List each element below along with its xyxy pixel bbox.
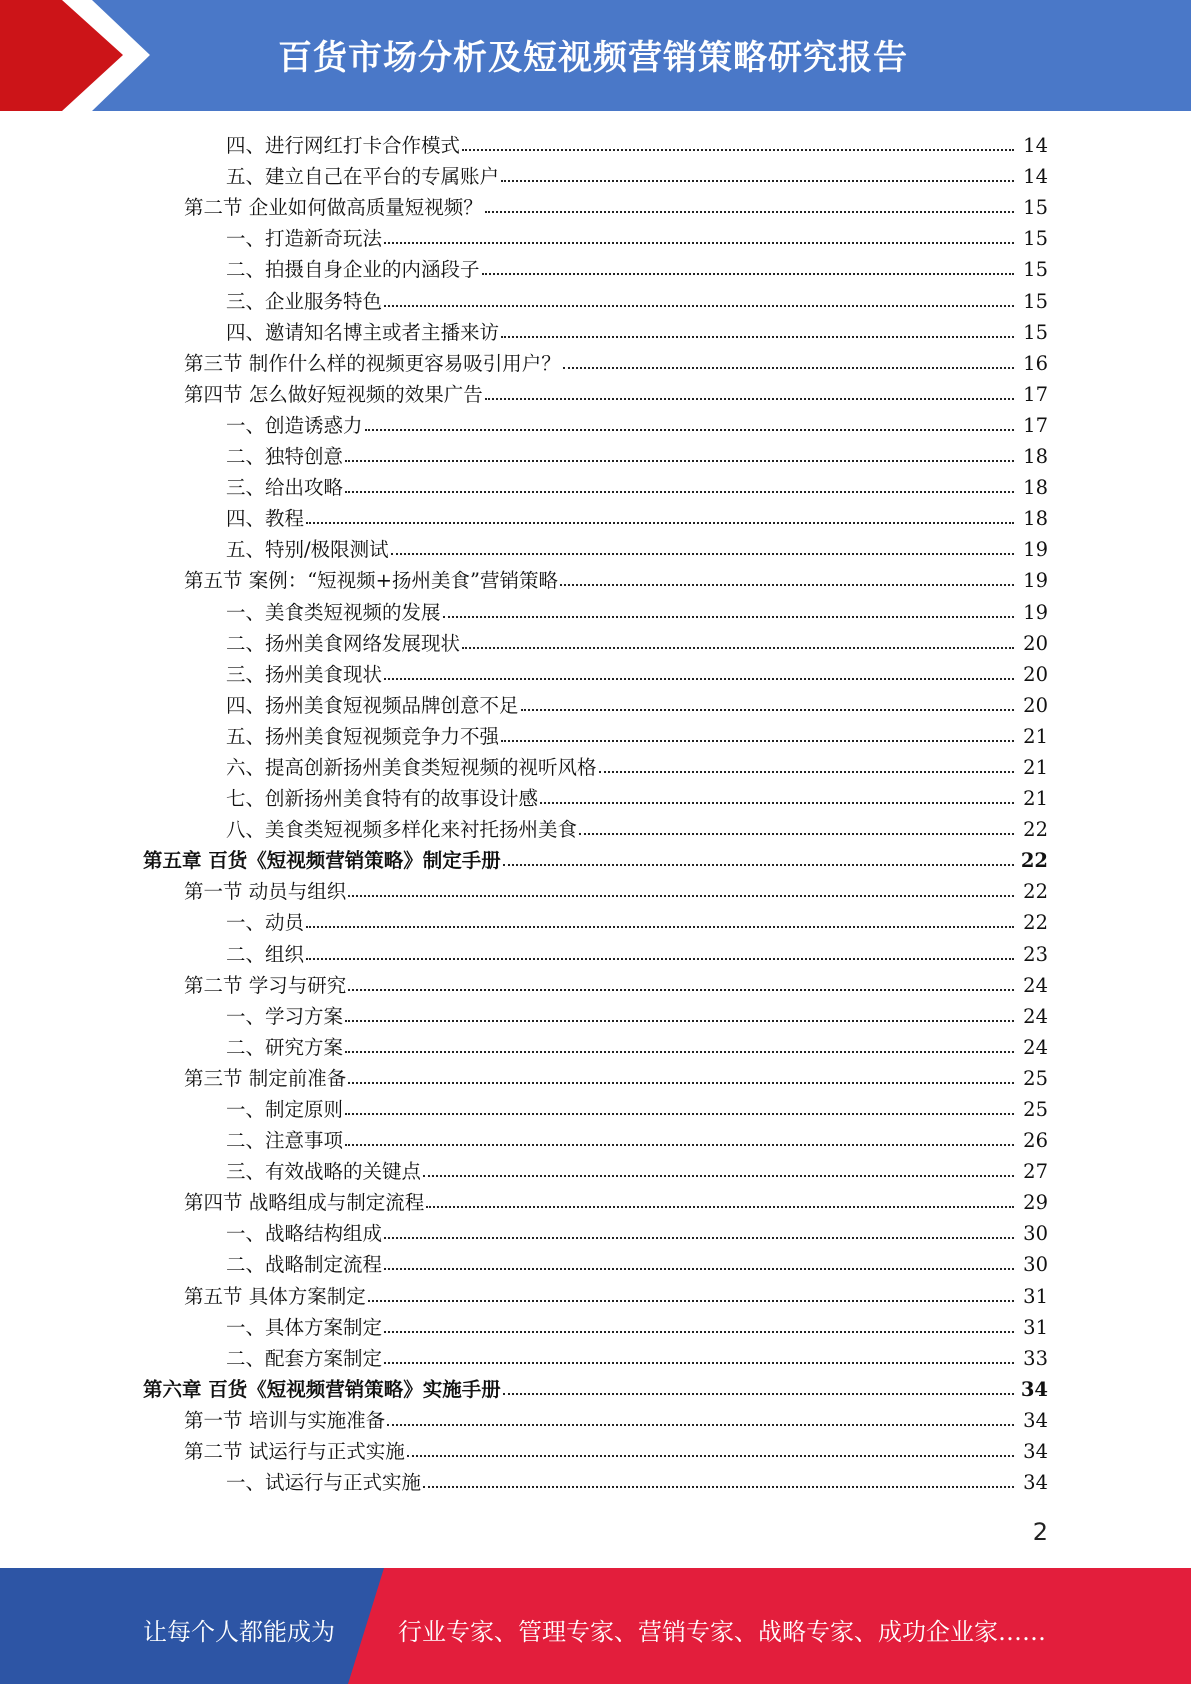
toc-dot-leader (563, 367, 1014, 369)
toc-section-entry[interactable] (0, 1401, 1191, 1432)
toc-entry-page: 27 (1023, 1160, 1048, 1184)
toc-chapter-entry[interactable] (0, 1370, 1191, 1401)
toc-entry-label: 一、试运行与正式实施 (226, 1471, 422, 1495)
toc-entry-page: 21 (1023, 787, 1048, 811)
toc-entry-page: 31 (1023, 1315, 1048, 1339)
toc-section-entry[interactable] (0, 561, 1191, 592)
toc-entry-page: 30 (1023, 1253, 1048, 1277)
toc-entry-label: 第四节 怎么做好短视频的效果广告 (184, 382, 483, 406)
toc-dot-leader (384, 1331, 1014, 1333)
toc-entry-page: 19 (1023, 538, 1048, 562)
toc-entry-label: 第五章 百货《短视频营销策略》制定手册 (143, 849, 501, 873)
toc-entry-page: 22 (1020, 849, 1048, 873)
toc-chapter-entry[interactable] (0, 841, 1191, 872)
toc-entry-label: 四、进行网红打卡合作模式 (226, 134, 461, 158)
toc-entry-label: 一、打造新奇玩法 (226, 227, 383, 251)
toc-entry-label: 二、研究方案 (226, 1035, 344, 1059)
toc-subsection-entry[interactable] (0, 1245, 1191, 1276)
toc-entry-page: 19 (1023, 569, 1048, 593)
toc-dot-leader (345, 1113, 1014, 1115)
toc-entry-page: 20 (1023, 631, 1048, 655)
toc-section-entry[interactable] (0, 375, 1191, 406)
toc-entry-page: 19 (1023, 600, 1048, 624)
toc-subsection-entry[interactable] (0, 499, 1191, 530)
toc-dot-leader (345, 1051, 1014, 1053)
toc-section-entry[interactable] (0, 188, 1191, 219)
toc-dot-leader (384, 305, 1014, 307)
page-header (0, 0, 1191, 111)
toc-subsection-entry[interactable] (0, 624, 1191, 655)
toc-subsection-entry[interactable] (0, 1090, 1191, 1121)
toc-entry-page: 34 (1023, 1471, 1048, 1495)
toc-section-entry[interactable] (0, 1432, 1191, 1463)
page-number: 2 (1032, 1518, 1048, 1546)
toc-entry-page: 24 (1023, 973, 1048, 997)
toc-subsection-entry[interactable] (0, 1028, 1191, 1059)
toc-entry-label: 第五节 具体方案制定 (184, 1284, 366, 1308)
toc-entry-page: 29 (1023, 1191, 1048, 1215)
toc-subsection-entry[interactable] (0, 1339, 1191, 1370)
toc-entry-page: 20 (1023, 693, 1048, 717)
toc-entry-label: 二、注意事项 (226, 1129, 344, 1153)
toc-subsection-entry[interactable] (0, 748, 1191, 779)
toc-entry-label: 三、给出攻略 (226, 476, 344, 500)
toc-dot-leader (384, 1362, 1014, 1364)
toc-dot-leader (423, 1486, 1014, 1488)
toc-entry-label: 一、具体方案制定 (226, 1315, 383, 1339)
toc-entry-label: 三、有效战略的关键点 (226, 1160, 422, 1184)
toc-entry-page: 14 (1023, 165, 1048, 189)
toc-dot-leader (462, 647, 1014, 649)
toc-entry-label: 四、扬州美食短视频品牌创意不足 (226, 693, 519, 717)
toc-subsection-entry[interactable] (0, 1214, 1191, 1245)
toc-dot-leader (423, 1175, 1014, 1177)
toc-entry-label: 四、邀请知名博主或者主播来访 (226, 320, 500, 344)
toc-dot-leader (503, 1393, 1014, 1395)
toc-dot-leader (384, 678, 1014, 680)
toc-subsection-entry[interactable] (0, 157, 1191, 188)
toc-entry-label: 第六章 百货《短视频营销策略》实施手册 (143, 1377, 501, 1401)
toc-entry-page: 16 (1023, 351, 1048, 375)
toc-entry-page: 25 (1023, 1066, 1048, 1090)
toc-subsection-entry[interactable] (0, 1308, 1191, 1339)
toc-entry-label: 第二节 学习与研究 (184, 973, 347, 997)
footer-slogan-left: 让每个人都能成为 (143, 1618, 335, 1646)
toc-subsection-entry[interactable] (0, 281, 1191, 312)
toc-subsection-entry[interactable] (0, 810, 1191, 841)
toc-entry-page: 22 (1023, 818, 1048, 842)
toc-subsection-entry[interactable] (0, 406, 1191, 437)
toc-dot-leader (306, 522, 1014, 524)
toc-subsection-entry[interactable] (0, 126, 1191, 157)
toc-entry-label: 三、企业服务特色 (226, 289, 383, 313)
toc-dot-leader (501, 740, 1014, 742)
toc-entry-label: 三、扬州美食现状 (226, 662, 383, 686)
toc-dot-leader (501, 336, 1014, 338)
toc-subsection-entry[interactable] (0, 313, 1191, 344)
toc-entry-page: 15 (1023, 258, 1048, 282)
toc-entry-page: 21 (1023, 755, 1048, 779)
toc-entry-page: 20 (1023, 662, 1048, 686)
toc-entry-label: 一、动员 (226, 911, 305, 935)
toc-subsection-entry[interactable] (0, 437, 1191, 468)
toc-dot-leader (387, 1424, 1014, 1426)
toc-dot-leader (503, 864, 1014, 866)
report-title: 百货市场分析及短视频营销策略研究报告 (278, 38, 908, 78)
toc-entry-page: 18 (1023, 476, 1048, 500)
toc-section-entry[interactable] (0, 872, 1191, 903)
toc-dot-leader (407, 1455, 1014, 1457)
toc-dot-leader (560, 584, 1014, 586)
toc-entry-label: 五、扬州美食短视频竞争力不强 (226, 724, 500, 748)
toc-dot-leader (579, 833, 1014, 835)
toc-section-entry[interactable] (0, 344, 1191, 375)
toc-subsection-entry[interactable] (0, 655, 1191, 686)
toc-subsection-entry[interactable] (0, 592, 1191, 623)
toc-entry-label: 八、美食类短视频多样化来衬托扬州美食 (226, 818, 578, 842)
toc-dot-leader (384, 242, 1014, 244)
toc-entry-page: 25 (1023, 1098, 1048, 1121)
toc-subsection-entry[interactable] (0, 1152, 1191, 1183)
toc-dot-leader (345, 1144, 1014, 1146)
toc-dot-leader (485, 398, 1014, 400)
toc-dot-leader (345, 460, 1014, 462)
toc-dot-leader (345, 491, 1014, 493)
toc-entry-label: 六、提高创新扬州美食类短视频的视听风格 (226, 755, 597, 779)
page-footer (0, 1568, 1191, 1684)
toc-entry-label: 第二节 试运行与正式实施 (184, 1440, 405, 1464)
toc-dot-leader (348, 989, 1014, 991)
toc-subsection-entry[interactable] (0, 717, 1191, 748)
toc-entry-page: 21 (1023, 724, 1048, 748)
toc-entry-label: 五、建立自己在平台的专属账户 (226, 165, 500, 189)
toc-subsection-entry[interactable] (0, 219, 1191, 250)
toc-dot-leader (368, 1300, 1014, 1302)
toc-dot-leader (306, 958, 1014, 960)
toc-entry-page: 18 (1023, 507, 1048, 531)
toc-entry-page: 17 (1023, 382, 1048, 406)
toc-dot-leader (540, 802, 1014, 804)
toc-dot-leader (365, 429, 1014, 431)
toc-entry-label: 一、美食类短视频的发展 (226, 600, 441, 624)
toc-entry-page: 17 (1023, 413, 1048, 437)
toc-entry-page: 14 (1023, 134, 1048, 158)
toc-entry-page: 34 (1020, 1377, 1048, 1401)
toc-entry-page: 22 (1023, 911, 1048, 935)
toc-subsection-entry[interactable] (0, 530, 1191, 561)
toc-entry-label: 第三节 制定前准备 (184, 1066, 347, 1090)
toc-dot-leader (599, 771, 1014, 773)
toc-entry-page: 33 (1023, 1346, 1048, 1370)
toc-entry-page: 22 (1023, 880, 1048, 904)
toc-entry-label: 七、创新扬州美食特有的故事设计感 (226, 787, 539, 811)
toc-section-entry[interactable] (0, 966, 1191, 997)
table-of-contents (0, 126, 1191, 1494)
toc-dot-leader (345, 1020, 1014, 1022)
toc-entry-label: 二、战略制定流程 (226, 1253, 383, 1277)
toc-entry-label: 二、独特创意 (226, 445, 344, 469)
toc-entry-label: 第四节 战略组成与制定流程 (184, 1191, 425, 1215)
toc-section-entry[interactable] (0, 1276, 1191, 1307)
toc-entry-page: 15 (1023, 320, 1048, 344)
toc-entry-label: 一、学习方案 (226, 1004, 344, 1028)
toc-dot-leader (521, 709, 1014, 711)
toc-entry-page: 30 (1023, 1222, 1048, 1246)
toc-dot-leader (384, 1237, 1014, 1239)
toc-dot-leader (348, 1082, 1014, 1084)
toc-entry-page: 23 (1023, 942, 1048, 966)
toc-dot-leader (462, 149, 1014, 151)
toc-entry-label: 一、创造诱惑力 (226, 413, 363, 437)
toc-entry-page: 15 (1023, 196, 1048, 220)
toc-entry-label: 第一节 培训与实施准备 (184, 1408, 386, 1432)
toc-entry-label: 二、配套方案制定 (226, 1346, 383, 1370)
toc-dot-leader (391, 553, 1014, 555)
toc-entry-label: 一、制定原则 (226, 1098, 344, 1121)
toc-entry-label: 第五节 案例：“短视频+扬州美食”营销策略 (184, 569, 558, 593)
toc-entry-page: 15 (1023, 289, 1048, 313)
toc-subsection-entry[interactable] (0, 997, 1191, 1028)
toc-subsection-entry[interactable] (0, 779, 1191, 810)
toc-entry-label: 二、拍摄自身企业的内涵段子 (226, 258, 480, 282)
toc-dot-leader (485, 211, 1014, 213)
toc-entry-page: 34 (1023, 1408, 1048, 1432)
toc-subsection-entry[interactable] (0, 468, 1191, 499)
toc-entry-label: 第一节 动员与组织 (184, 880, 347, 904)
toc-subsection-entry[interactable] (0, 903, 1191, 934)
toc-subsection-entry[interactable] (0, 934, 1191, 965)
toc-subsection-entry[interactable] (0, 1463, 1191, 1494)
toc-entry-page: 18 (1023, 445, 1048, 469)
toc-entry-label: 第二节 企业如何做高质量短视频？ (184, 196, 483, 220)
footer-slogan-right: 行业专家、管理专家、营销专家、战略专家、成功企业家…… (398, 1618, 1046, 1646)
toc-dot-leader (482, 273, 1014, 275)
toc-entry-page: 15 (1023, 227, 1048, 251)
toc-subsection-entry[interactable] (0, 250, 1191, 281)
toc-section-entry[interactable] (0, 1183, 1191, 1214)
toc-entry-page: 31 (1023, 1284, 1048, 1308)
toc-dot-leader (348, 895, 1014, 897)
toc-section-entry[interactable] (0, 1059, 1191, 1090)
toc-entry-label: 四、教程 (226, 507, 305, 531)
toc-entry-page: 34 (1023, 1440, 1048, 1464)
toc-dot-leader (443, 616, 1014, 618)
toc-entry-label: 二、扬州美食网络发展现状 (226, 631, 461, 655)
toc-subsection-entry[interactable] (0, 686, 1191, 717)
toc-dot-leader (426, 1206, 1014, 1208)
toc-entry-label: 第三节 制作什么样的视频更容易吸引用户？ (184, 351, 561, 375)
toc-entry-label: 一、战略结构组成 (226, 1222, 383, 1246)
toc-dot-leader (501, 180, 1014, 182)
toc-entry-page: 26 (1023, 1129, 1048, 1153)
toc-entry-label: 二、组织 (226, 942, 305, 966)
toc-entry-label: 五、特别/极限测试 (226, 538, 389, 562)
toc-entry-page: 24 (1023, 1035, 1048, 1059)
toc-dot-leader (384, 1268, 1014, 1270)
toc-dot-leader (306, 926, 1014, 928)
toc-entry-page: 24 (1023, 1004, 1048, 1028)
toc-subsection-entry[interactable] (0, 1121, 1191, 1152)
